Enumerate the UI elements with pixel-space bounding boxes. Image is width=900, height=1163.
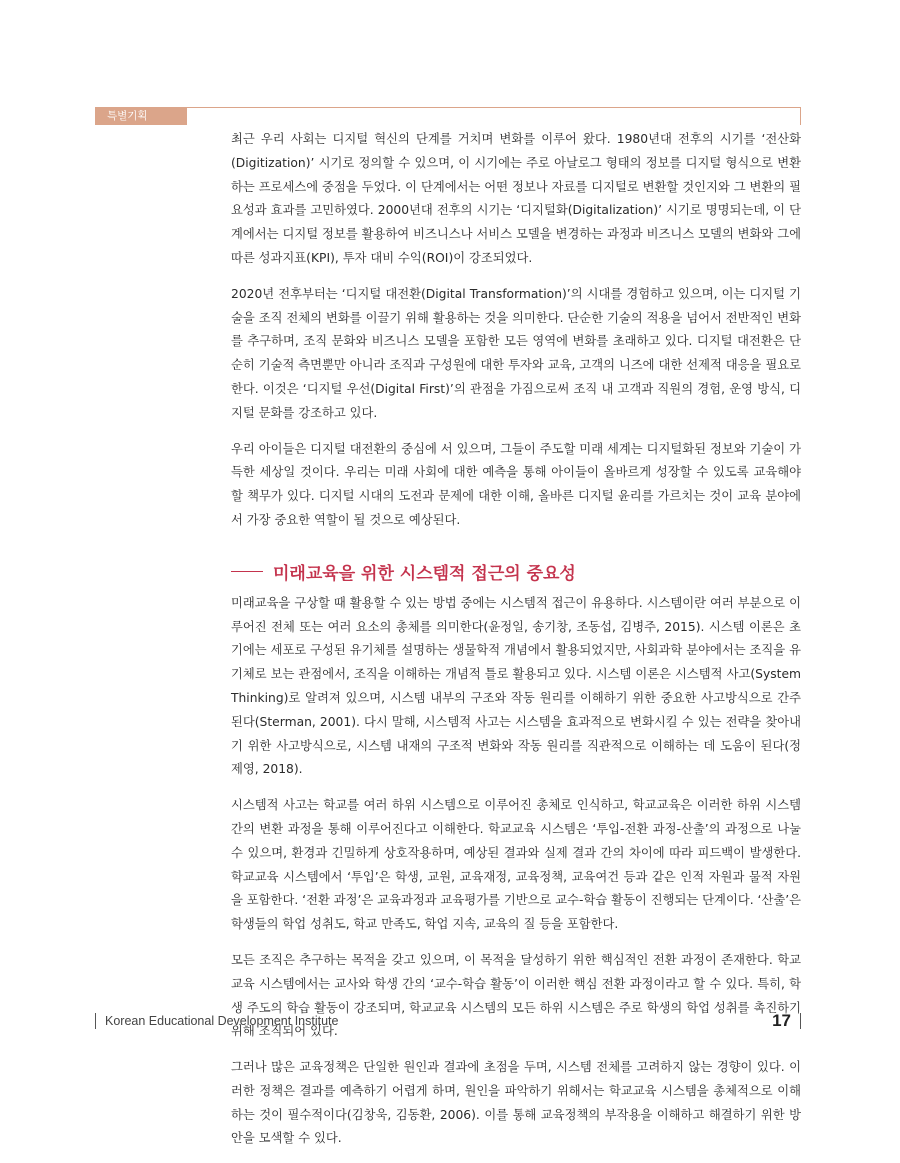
intro-paragraph-3: 우리 아이들은 디지털 대전환의 중심에 서 있으며, 그들이 주도할 미래 세계는 디지털화된 정보와 기술이 가득한 세상일 것이다. 우리는 미래 사회에 대한 예측을 통해 아이들이 올바르게 성장할 수 있도록 교육해야 할 책무가 있다. 디지털 시대의 도전과 문제에 대한 이해, 올바른 디지털 윤리를 가르치는 것이 교육 분야에서 가장 중요한 역할이 될 것으로 예상된다.	[231, 441, 801, 527]
section-paragraph-4: 그러나 많은 교육정책은 단일한 원인과 결과에 초점을 두며, 시스템 전체를 고려하지 않는 경향이 있다. 이러한 정책은 결과를 예측하기 어렵게 하며, 원인을 파악하기 위해서는 학교교육 시스템을 총체적으로 이해하는 것이 필수적이다(김창욱, 김동환, 2006). 이를 통해 교육정책의 부작용을 이해하고 해결하기 위한 방안을 모색할 수 있다.	[231, 1060, 801, 1146]
footer-institution: Korean Educational Development Institute	[105, 1014, 339, 1028]
section-heading-block	[231, 558, 801, 586]
intro-paragraph-1: 최근 우리 사회는 디지털 혁신의 단계를 거치며 변화를 이루어 왔다. 1980년대 전후의 시기를 ‘전산화(Digitization)’ 시기로 정의할 수 있으며, 이 시기에는 주로 아날로그 형태의 정보를 디지털 형식으로 변환하는 프로세스에 중점을 두었다. 이 단계에서는 어떤 정보나 자료를 디지털로 변환할 것인지와 그 변환의 필요성과 효과를 고민하였다. 2000년대 전후의 시기는 ‘디지털화(Digitalization)’ 시기로 명명되는데, 이 단계에서는 디지털 정보를 활용하여 비즈니스나 서비스 모델을 변경하는 과정과 비즈니스 모델의 변화와 그에 따른 성과지표(KPI), 투자 대비 수익(ROI)이 강조되었다.	[231, 132, 801, 265]
intro-paragraph-2: 2020년 전후부터는 ‘디지털 대전환(Digital Transformation)’의 시대를 경험하고 있으며, 이는 디지털 기술을 조직 전체의 변화를 이끌기 위해 활용하는 것을 의미한다. 단순한 기술의 적용을 넘어서 전반적인 변화를 추구하며, 조직 문화와 비즈니스 모델을 포함한 모든 영역에 변화를 초래하고 있다. 디지털 대전환은 단순히 기술적 측면뿐만 아니라 조직과 구성원에 대한 투자와 교육, 고객의 니즈에 대한 선제적 대응을 필요로 한다. 이것은 ‘디지털 우선(Digital First)’의 관점을 가짐으로써 조직 내 고객과 직원의 경험, 운영 방식, 디지털 문화를 강조하고 있다.	[231, 286, 801, 420]
footer-left-tick	[95, 1013, 96, 1029]
section-paragraph-1: 미래교육을 구상할 때 활용할 수 있는 방법 중에는 시스템적 접근이 유용하다. 시스템이란 여러 부분으로 이루어진 전체 또는 여러 요소의 총체를 의미한다(윤정일, 송기창, 조동섭, 김병주, 2015). 시스템 이론은 초기에는 세포로 구성된 유기체를 설명하는 생물학적 개념에서 활용되었지만, 사회과학 분야에서는 조직을 유기체로 보는 관점에서, 조직을 이해하는 개념적 틀로 활용되고 있다. 시스템 이론은 시스템적 사고(System Thinking)로 알려져 있으며, 시스템 내부의 구조와 작동 원리를 이해하기 위한 중요한 사고방식으로 간주된다(Sterman, 2001). 다시 말해, 시스템적 사고는 시스템을 효과적으로 변화시킬 수 있는 전략을 찾아내기 위한 사고방식으로, 시스템 내재의 구조적 변화와 작동 원리를 직관적으로 이해하는 데 도움이 된다(정제영, 2018).	[231, 595, 801, 777]
section-heading: 미래교육을 위한 시스템적 접근의 중요성	[273, 564, 576, 585]
article-body	[231, 128, 801, 1163]
footer-right-tick	[800, 1013, 801, 1029]
header-rule-tick	[800, 107, 801, 125]
page-footer	[95, 1012, 801, 1030]
page-number: 17	[772, 1011, 791, 1030]
header-rule	[187, 107, 801, 108]
section-paragraph-2: 시스템적 사고는 학교를 여러 하위 시스템으로 이루어진 총체로 인식하고, 학교교육은 이러한 하위 시스템 간의 변환 과정을 통해 이루어진다고 이해한다. 학교교육 시스템은 ‘투입-전환 과정-산출’의 과정으로 나눌 수 있으며, 환경과 긴밀하게 상호작용하며, 예상된 결과와 실제 결과 간의 차이에 따라 피드백이 발생한다. 학교교육 시스템에서 ‘투입’은 학생, 교원, 교육재정, 교육정책, 교육여건 등과 같은 인적 자원과 물적 자원을 포함한다. ‘전환 과정’은 교육과정과 교육평가를 기반으로 교수-학습 활동이 진행되는 단계이다. ‘산출’은 학생들의 학업 성취도, 학교 만족도, 학업 지속, 교육의 질 등을 포함한다.	[231, 798, 801, 932]
section-tag: 특별기획	[95, 107, 187, 125]
heading-dash	[231, 571, 263, 572]
section-paragraph-3: 모든 조직은 추구하는 목적을 갖고 있으며, 이 목적을 달성하기 위한 핵심적인 전환 과정이 존재한다. 학교교육 시스템에서는 교사와 학생 간의 ‘교수-학습 활동’이 이러한 핵심 전환 과정이라고 할 수 있다. 특히, 학생 주도의 학습 활동이 강조되며, 학교교육 시스템의 모든 하위 시스템은 주로 학생의 학업 성취를 촉진하기 위해 조직되어 있다.	[231, 952, 801, 1039]
